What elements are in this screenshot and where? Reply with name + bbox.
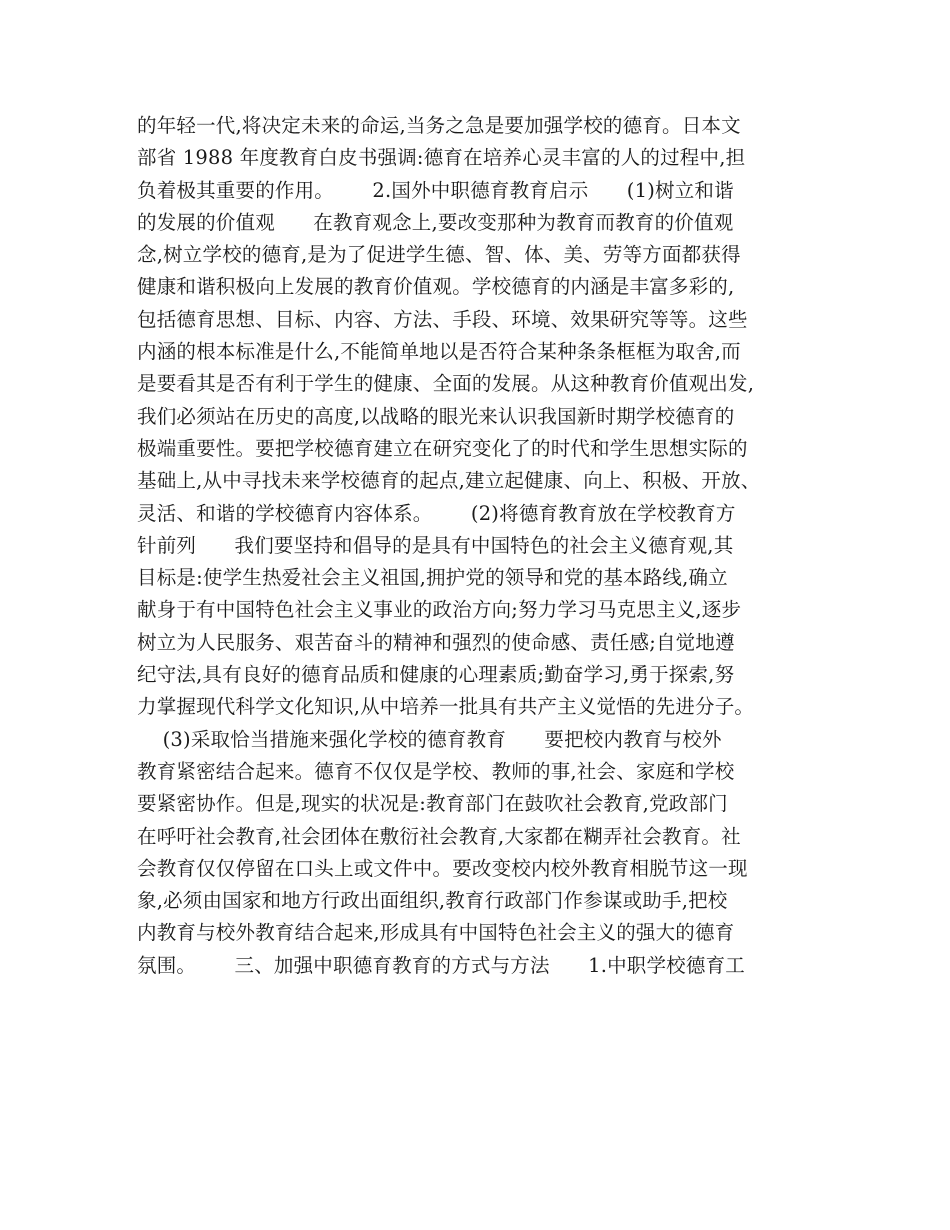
text-line: 健康和谐积极向上发展的教育价值观。学校德育的内涵是丰富多彩的, — [137, 275, 735, 299]
text-line: 纪守法,具有良好的德育品质和健康的心理素质;勤奋学习,勇于探索,努 — [137, 663, 735, 687]
text-line: 在呼吁社会教育,社会团体在敷衍社会教育,大家都在糊弄社会教育。社 — [137, 824, 741, 848]
text-line: 部省 1988 年度教育白皮书强调:德育在培养心灵丰富的人的过程中,担 — [137, 146, 746, 170]
text-line: 教育紧密结合起来。德育不仅仅是学校、教师的事,社会、家庭和学校 — [137, 759, 735, 783]
text-line: (3)采取恰当措施来强化学校的德育教育 要把校内教育与校外 — [137, 727, 722, 751]
text-line: 的年轻一代,将决定未来的命运,当务之急是要加强学校的德育。日本文 — [137, 114, 741, 137]
text-line: 包括德育思想、目标、内容、方法、手段、环境、效果研究等等。这些 — [137, 307, 748, 331]
text-line: 的发展的价值观 在教育观念上,要改变那种为教育而教育的价值观 — [137, 210, 734, 234]
text-line: 会教育仅仅停留在口头上或文件中。要改变校内校外教育相脱节这一现 — [137, 856, 748, 880]
text-line: 内教育与校外教育结合起来,形成具有中国特色社会主义的强大的德育 — [137, 921, 735, 945]
text-line: 氛围。 三、加强中职德育教育的方式与方法 1.中职学校德育工 — [137, 953, 745, 977]
text-line: 树立为人民服务、艰苦奋斗的精神和强烈的使命感、责任感;自觉地遵 — [137, 630, 735, 654]
text-line: 是要看其是否有利于学生的健康、全面的发展。从这种教育价值观出发, — [137, 372, 755, 396]
text-line: 内涵的根本标准是什么,不能简单地以是否符合某种条条框框为取舍,而 — [137, 340, 741, 364]
text-line: 念,树立学校的德育,是为了促进学生德、智、体、美、劳等方面都获得 — [137, 243, 741, 267]
text-line: 针前列 我们要坚持和倡导的是具有中国特色的社会主义德育观,其 — [137, 533, 734, 557]
text-line: 象,必须由国家和地方行政出面组织,教育行政部门作参谋或助手,把校 — [137, 889, 728, 913]
text-line: 我们必须站在历史的高度,以战略的眼光来认识我国新时期学校德育的 — [137, 404, 735, 428]
text-line: 力掌握现代科学文化知识,从中培养一批具有共产主义觉悟的先进分子。 — [137, 695, 755, 719]
text-line: 要紧密协作。但是,现实的状况是:教育部门在鼓吹社会教育,党政部门 — [137, 792, 728, 816]
text-line: 灵活、和谐的学校德育内容体系。 (2)将德育教育放在学校教育方 — [137, 501, 736, 525]
text-line: 负着极其重要的作用。 2.国外中职德育教育启示 (1)树立和谐 — [137, 178, 734, 202]
body-text — [137, 110, 817, 982]
text-line: 基础上,从中寻找未来学校德育的起点,建立起健康、向上、积极、开放、 — [137, 469, 761, 493]
text-line: 目标是:使学生热爱社会主义祖国,拥护党的领导和党的基本路线,确立 — [137, 566, 728, 590]
text-line: 献身于有中国特色社会主义事业的政治方向;努力学习马克思主义,逐步 — [137, 598, 742, 622]
text-line: 极端重要性。要把学校德育建立在研究变化了的时代和学生思想实际的 — [137, 436, 748, 460]
